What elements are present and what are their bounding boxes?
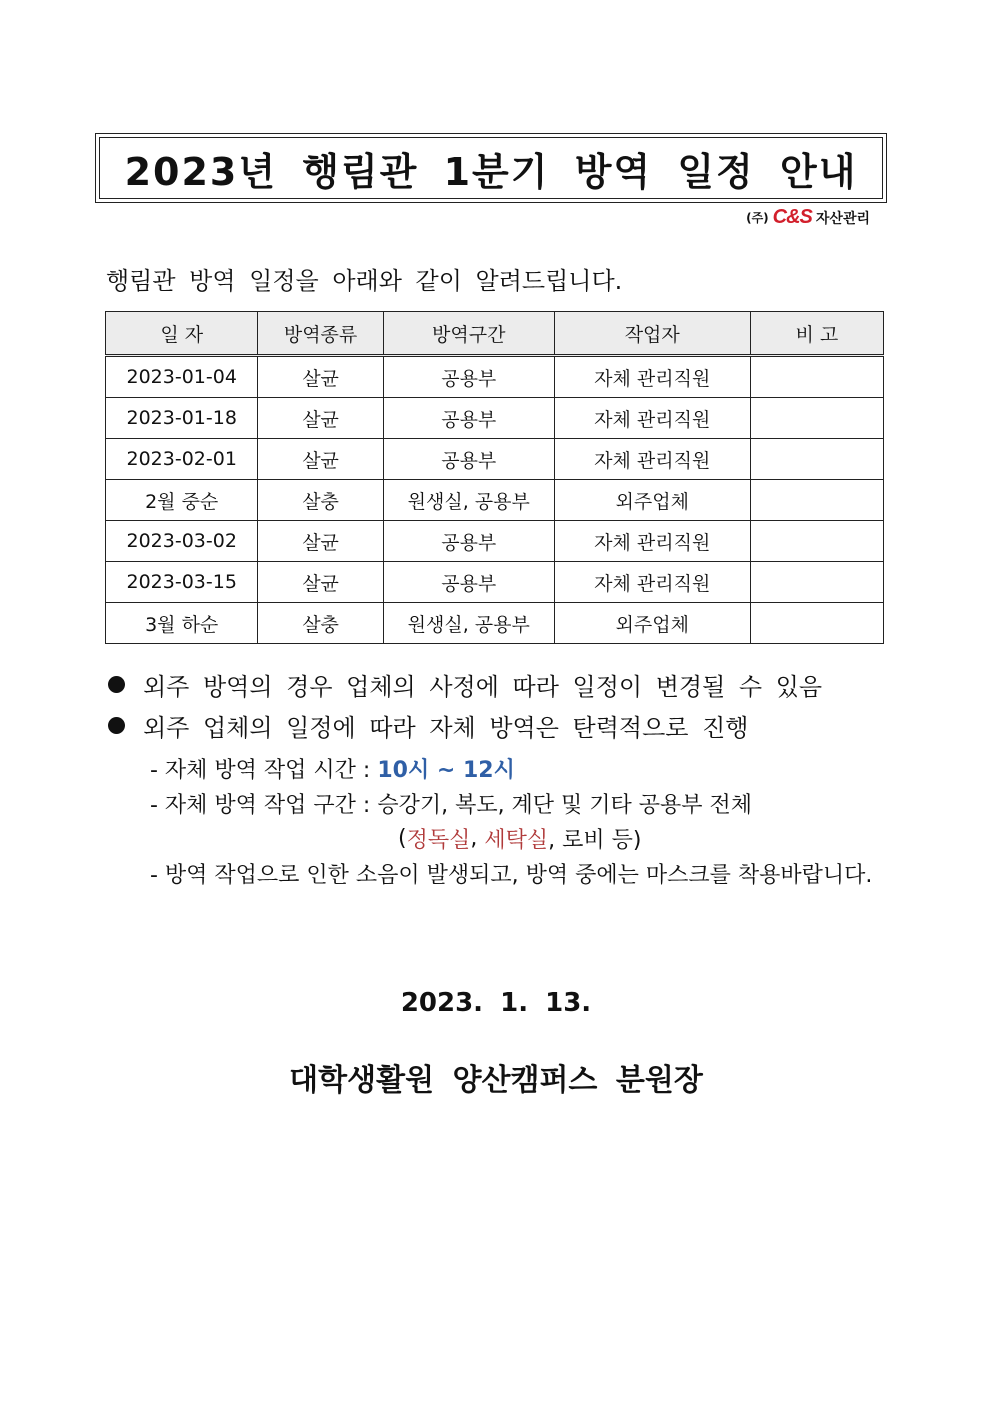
cell-type: 살충: [258, 480, 383, 521]
area-separator: ,: [470, 826, 485, 851]
cell-type: 살충: [258, 603, 383, 644]
cell-area: 원생실, 공용부: [383, 603, 554, 644]
company-prefix: (주): [746, 211, 769, 225]
schedule-table: [105, 311, 884, 644]
table-row: [106, 356, 884, 398]
area-paren-open: (: [398, 826, 407, 851]
table-row: [106, 562, 884, 603]
header-note: 비 고: [750, 312, 883, 356]
detail-time: [150, 751, 872, 786]
cell-date: 3월 하순: [106, 603, 258, 644]
cell-worker: 자체 관리직원: [554, 439, 750, 480]
area-label: - 자체 방역 작업 구간 : 승강기, 복도, 계단 및 기타 공용부 전체: [150, 793, 753, 818]
signer: 대학생활원 양산캠퍼스 분원장: [289, 1063, 703, 1098]
cell-date: 2023-03-15: [106, 562, 258, 603]
area-item-laundry: 세탁실: [484, 828, 549, 853]
header-type: 방역종류: [258, 312, 383, 356]
time-label: - 자체 방역 작업 시간 :: [150, 758, 378, 783]
area-rest: , 로비 등): [548, 828, 642, 853]
table-row: [106, 398, 884, 439]
document-date: 2023. 1. 13.: [400, 988, 592, 1018]
table-row: [106, 439, 884, 480]
detail-area: [150, 786, 872, 821]
cell-worker: 자체 관리직원: [554, 398, 750, 439]
detail-notice: [150, 856, 872, 891]
cell-note: [750, 480, 883, 521]
cell-worker: 자체 관리직원: [554, 521, 750, 562]
intro-text: 행림관 방역 일정을 아래와 같이 알려드립니다.: [106, 267, 623, 295]
cell-note: [750, 521, 883, 562]
area-item-reading-room: 정독실: [406, 828, 471, 853]
company-name: 자산관리: [815, 210, 870, 227]
cell-area: 공용부: [383, 521, 554, 562]
cell-note: [750, 356, 883, 398]
company-logo-mark: C&S: [772, 206, 812, 228]
cell-area: 공용부: [383, 562, 554, 603]
header-area: 방역구간: [383, 312, 554, 356]
cell-date: 2023-03-02: [106, 521, 258, 562]
cell-type: 살균: [258, 439, 383, 480]
table-header-row: [106, 312, 884, 356]
cell-area: 공용부: [383, 398, 554, 439]
header-worker: 작업자: [554, 312, 750, 356]
cell-date: 2023-01-18: [106, 398, 258, 439]
cell-type: 살균: [258, 398, 383, 439]
cell-worker: 자체 관리직원: [554, 562, 750, 603]
title-inner-frame: [99, 137, 883, 199]
cell-area: 원생실, 공용부: [383, 480, 554, 521]
details-section: [150, 751, 872, 891]
bullet-item: [108, 664, 822, 705]
table-row: [106, 480, 884, 521]
cell-date: 2023-02-01: [106, 439, 258, 480]
table-row: [106, 521, 884, 562]
cell-note: [750, 439, 883, 480]
title-box: [95, 133, 887, 203]
cell-worker: 외주업체: [554, 480, 750, 521]
cell-type: 살균: [258, 562, 383, 603]
cell-date: 2023-01-04: [106, 356, 258, 398]
bullet-list: [108, 664, 822, 746]
bullet-text: 외주 업체의 일정에 따라 자체 방역은 탄력적으로 진행: [143, 714, 749, 742]
page-title: 2023년 행림관 1분기 방역 일정 안내: [124, 149, 858, 194]
cell-type: 살균: [258, 356, 383, 398]
company-logo: [746, 206, 870, 229]
cell-area: 공용부: [383, 356, 554, 398]
cell-area: 공용부: [383, 439, 554, 480]
cell-worker: 외주업체: [554, 603, 750, 644]
cell-date: 2월 중순: [106, 480, 258, 521]
time-value: 10시 ~ 12시: [377, 758, 515, 783]
header-date: 일 자: [106, 312, 258, 356]
cell-worker: 자체 관리직원: [554, 356, 750, 398]
cell-note: [750, 562, 883, 603]
notice-text: - 방역 작업으로 인한 소음이 발생되고, 방역 중에는 마스크를 착용바랍니다.: [150, 863, 873, 888]
cell-note: [750, 398, 883, 439]
bullet-dot-icon: [108, 676, 125, 693]
bullet-item: [108, 705, 822, 746]
detail-area-extra: [150, 821, 872, 856]
table-row: [106, 603, 884, 644]
bullet-dot-icon: [108, 717, 125, 734]
cell-note: [750, 603, 883, 644]
bullet-text: 외주 방역의 경우 업체의 사정에 따라 일정이 변경될 수 있음: [143, 673, 823, 701]
cell-type: 살균: [258, 521, 383, 562]
